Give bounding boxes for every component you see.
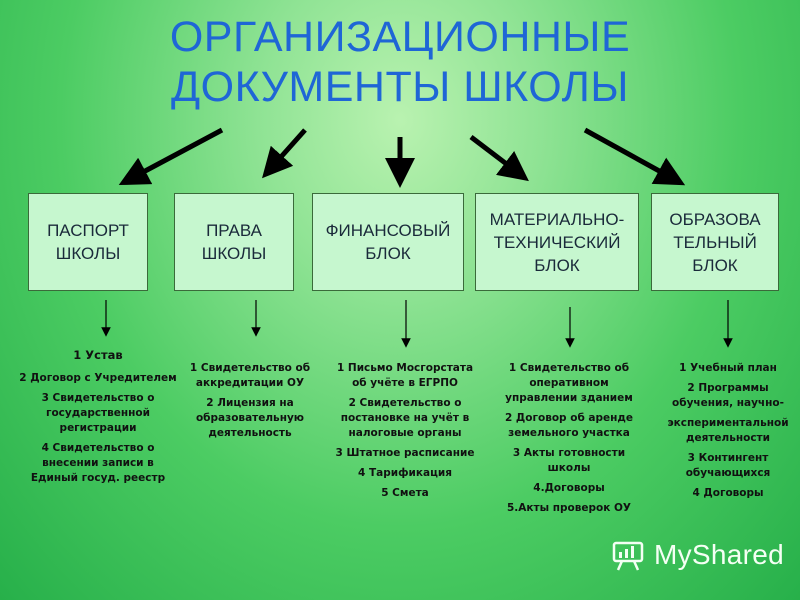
list-item: 2 Свидетельство о постановке на учёт в налоговые органы — [340, 397, 470, 439]
list-material — [494, 361, 644, 521]
list-rights — [188, 361, 312, 446]
list-item: 1 Устав — [73, 348, 123, 362]
list-item: 2 Договор об аренде земельного участка — [504, 412, 634, 439]
list-item: 4 Тарификация — [358, 467, 452, 479]
list-item: 5.Акты проверок ОУ — [506, 502, 632, 514]
logo-text: MyShared — [654, 539, 785, 570]
list-item: 1 Свидетельство об аккредитации ОУ — [189, 362, 311, 389]
list-item: 1 Свидетельство об оперативном управлении зданием — [505, 362, 633, 404]
list-item: 4 Свидетельство о внесении записи в Единый госуд. реестр — [30, 442, 166, 484]
list-item: 3 Акты готовности школы — [512, 447, 626, 474]
list-passport — [18, 348, 178, 491]
list-item: 4 Договоры — [692, 487, 764, 499]
list-item: экспериментальной деятельности — [667, 417, 789, 444]
list-finance — [330, 361, 480, 506]
block-education: ОБРАЗОВА ТЕЛЬНЫЙ БЛОК — [651, 193, 779, 291]
list-item: 5 Смета — [381, 487, 429, 499]
list-item: 2 Лицензия на образовательную деятельность — [195, 397, 305, 439]
arrow-to-education — [585, 130, 672, 178]
presentation-board-icon — [610, 537, 646, 573]
title-line-1: ОРГАНИЗАЦИОННЫЕ — [169, 13, 631, 61]
list-item: 2 Договор с Учредителем — [19, 372, 177, 384]
list-education — [660, 361, 796, 506]
list-item: 2 Программы обучения, научно- — [672, 382, 784, 409]
list-item: 3 Штатное расписание — [335, 447, 475, 459]
arrow-to-passport — [132, 130, 222, 178]
arrow-to-rights — [272, 130, 305, 167]
watermark-logo — [610, 535, 790, 575]
title-line-2: ДОКУМЕНТЫ ШКОЛЫ — [171, 63, 629, 111]
list-item: 3 Контингент обучающихся — [685, 452, 771, 479]
block-material: МАТЕРИАЛЬНО- ТЕХНИЧЕСКИЙ БЛОК — [475, 193, 639, 291]
list-item: 3 Свидетельство о государственной регистрации — [41, 392, 155, 434]
list-item: 1 Учебный план — [679, 362, 777, 374]
list-item: 4.Договоры — [533, 482, 605, 494]
block-passport: ПАСПОРТ ШКОЛЫ — [28, 193, 148, 291]
block-rights: ПРАВА ШКОЛЫ — [174, 193, 294, 291]
list-item: 1 Письмо Мосгорстата об учёте в ЕГРПО — [336, 362, 474, 389]
arrow-to-material — [471, 137, 517, 172]
block-finance: ФИНАНСОВЫЙ БЛОК — [312, 193, 464, 291]
